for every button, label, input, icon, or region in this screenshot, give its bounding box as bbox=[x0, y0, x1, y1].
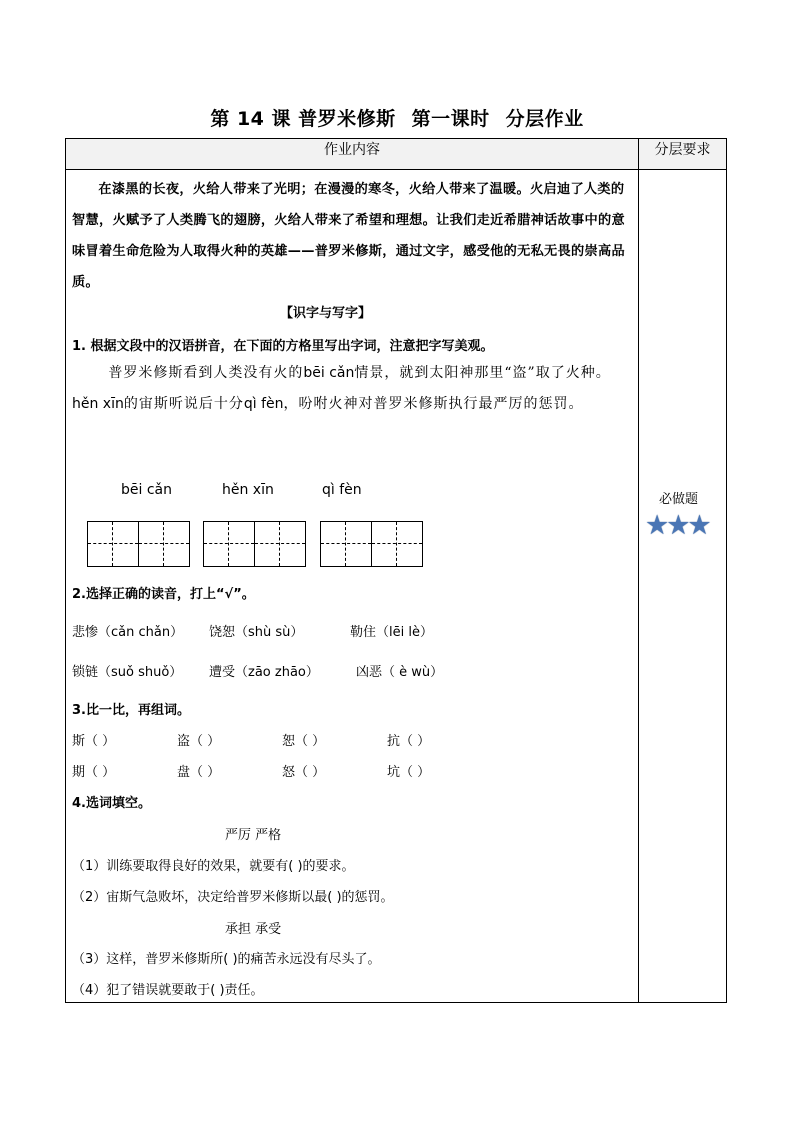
title-type: 分层作业 bbox=[505, 108, 584, 130]
pinyin-label-1: bēi cǎn bbox=[121, 482, 172, 498]
q4-sentence-1[interactable]: （1）训练要取得良好的效果，就要有( )的要求。 bbox=[72, 859, 355, 874]
q3-blank[interactable]: 期（ ） bbox=[72, 765, 116, 780]
title-lesson: 第 14 课 普罗米修斯 bbox=[210, 108, 396, 130]
q2-option[interactable]: 悲惨（cǎn chǎn） bbox=[72, 625, 184, 640]
passage-part-4: ，吩咐火神对普罗米修斯执行最严厉的惩罚。 bbox=[283, 396, 584, 412]
pinyin-label-3: qì fèn bbox=[322, 482, 362, 498]
pinyin-label-2: hěn xīn bbox=[222, 482, 274, 498]
q2-option[interactable]: 遭受（zāo zhāo） bbox=[209, 665, 319, 680]
title-period: 第一课时 bbox=[411, 108, 490, 130]
writing-cell[interactable] bbox=[203, 521, 255, 567]
q3-blank[interactable]: 怒（ ） bbox=[282, 765, 326, 780]
passage-pinyin-2: hěn xīn bbox=[72, 396, 124, 412]
writing-grid-2[interactable] bbox=[203, 521, 306, 567]
q2-option[interactable]: 勒住（lēi lè） bbox=[350, 625, 433, 640]
content-cell bbox=[66, 170, 639, 1003]
q3-blank[interactable]: 斯（ ） bbox=[72, 734, 116, 749]
q2-option[interactable]: 锁链（suǒ shuǒ） bbox=[72, 665, 183, 680]
section-title: 【识字与写字】 bbox=[280, 306, 372, 321]
q2-stem: 2.选择正确的读音，打上“√”。 bbox=[72, 587, 255, 602]
q1-stem: 1. 根据文段中的汉语拼音，在下面的方格里写出字词，注意把字写美观。 bbox=[72, 339, 494, 354]
q4-sentence-4[interactable]: （4）犯了错误就要敢于( )责任。 bbox=[72, 983, 264, 998]
passage-pinyin-1: bēi cǎn bbox=[303, 365, 355, 381]
q4-sentence-2[interactable]: （2）宙斯气急败坏，决定给普罗米修斯以最( )的惩罚。 bbox=[72, 890, 394, 905]
q1-passage bbox=[72, 358, 628, 420]
q3-blank[interactable]: 抗（ ） bbox=[387, 734, 431, 749]
q3-blank[interactable]: 盘（ ） bbox=[177, 765, 221, 780]
q4-word-group-1: 严厉 严格 bbox=[225, 828, 282, 843]
q3-blank[interactable]: 恕（ ） bbox=[282, 734, 326, 749]
q4-stem: 4.选词填空。 bbox=[72, 796, 151, 811]
writing-grid-3[interactable] bbox=[320, 521, 423, 567]
passage-part-3: 的宙斯听说后十分 bbox=[123, 396, 244, 412]
writing-cell[interactable] bbox=[138, 521, 190, 567]
writing-grid-1[interactable] bbox=[87, 521, 190, 567]
writing-cell[interactable] bbox=[320, 521, 372, 567]
header-content: 作业内容 bbox=[66, 139, 639, 170]
passage-pinyin-3: qì fèn bbox=[243, 396, 284, 412]
star-rating-icon: ★★★ bbox=[645, 510, 709, 541]
q3-blank[interactable]: 坑（ ） bbox=[387, 765, 431, 780]
requirement-cell bbox=[639, 170, 727, 1003]
passage-part-2: 情景，就到太阳神那里“盗”取了火种。 bbox=[354, 365, 611, 381]
writing-cell[interactable] bbox=[254, 521, 306, 567]
requirement-label: 必做题 bbox=[659, 492, 699, 507]
header-requirement: 分层要求 bbox=[639, 139, 727, 170]
passage-part-1: 普罗米修斯看到人类没有火的 bbox=[108, 365, 304, 381]
q4-word-group-2: 承担 承受 bbox=[225, 922, 282, 937]
q2-option[interactable]: 凶恶（ è wù） bbox=[356, 665, 444, 680]
homework-table bbox=[65, 138, 727, 1003]
intro-text: 在漆黑的长夜，火给人带来了光明；在漫漫的寒冬，火给人带来了温暖。火启迪了人类的智慧，火赋予了人类腾飞的翅膀，火给人带来了希望和理想。让我们走近希腊神话故事中的意味冒着生命危险为人取得火种的英雄——普罗米修斯，通过文字，感受他的无私无畏的崇高品质。 bbox=[72, 182, 625, 290]
page-title bbox=[0, 104, 794, 131]
intro-paragraph bbox=[72, 174, 628, 298]
writing-cell[interactable] bbox=[87, 521, 139, 567]
q4-sentence-3[interactable]: （3）这样，普罗米修斯所( )的痛苦永远没有尽头了。 bbox=[72, 952, 381, 967]
q3-stem: 3.比一比，再组词。 bbox=[72, 703, 190, 718]
writing-cell[interactable] bbox=[371, 521, 423, 567]
q2-option[interactable]: 饶恕（shù sù） bbox=[209, 625, 304, 640]
q3-blank[interactable]: 盗（ ） bbox=[177, 734, 221, 749]
